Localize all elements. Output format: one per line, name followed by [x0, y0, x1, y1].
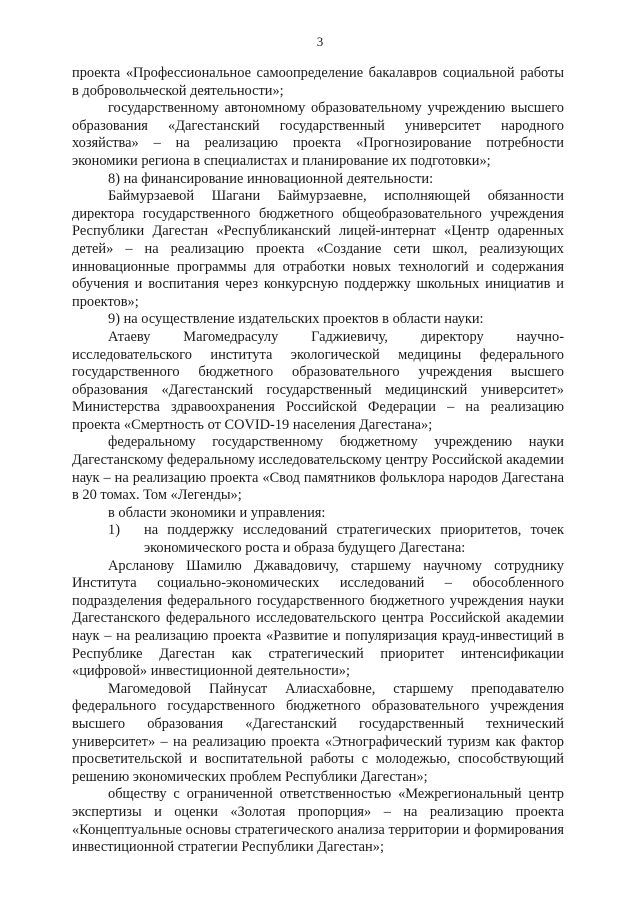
paragraph: обществу с ограниченной ответственностью «Межрегиональный центр экспертизы и оценки «Золотая пропорция» – на реализацию проекта «Концептуальные основы стратегического анализа территории и формирования инвестиционной стратегии Республики Дагестан»;	[72, 786, 564, 856]
item-number: 1)	[108, 522, 120, 539]
page-number: 3	[316, 34, 324, 49]
section-heading: в области экономики и управления:	[108, 504, 326, 521]
paragraph: Арсланову Шамилю Джавадовичу, старшему научному сотруднику Института социально-экономических исследований – обособленного подразделения федерального государственного бюджетного учреждения науки Дагестанского федерального исследовательского центра Российской академии наук – на реализацию проекта «Развитие и популяризация крауд-инвестиций в Республике Дагестан как стратегический приоритет интенсификации «цифровой» инвестиционной деятельности»;	[72, 557, 564, 680]
paragraph: на поддержку исследований стратегических приоритетов, точек экономического роста и образа будущего Дагестана:	[144, 522, 564, 557]
paragraph: Баймурзаевой Шагани Баймурзаевне, исполняющей обязанности директора государственного бюджетного общеобразовательного учреждения Республики Дагестан «Республиканский лицей-интернат «Центр одаренных детей» – на реализацию проекта «Создание сети школ, реализующих инновационные программы для отработки новых технологий и содержания обучения и воспитания через конкурсную поддержку школьных инициатив и проектов»;	[72, 188, 564, 310]
document-body	[72, 65, 564, 857]
paragraph: Атаеву Магомедрасулу Гаджиевичу, директору научно-исследовательского института экологической медицины федерального государственного бюджетного образовательного учреждения высшего образования «Дагестанский государственный медицинский университет» Министерства здравоохранения Российской Федерации – на реализацию проекта «Смертность от COVID-19 населения Дагестана»;	[72, 328, 564, 433]
paragraph: Магомедовой Пайнусат Алиасхабовне, старшему преподавателю федерального государственного бюджетного образовательного учреждения высшего образования «Дагестанский государственный технический университет» – на реализацию проекта «Этнографический туризм как фактор просветительской и воспитательной работы с молодежью, способствующий решению экономических проблем Республики Дагестан»;	[72, 680, 564, 785]
paragraph: федеральному государственному бюджетному учреждению науки Дагестанскому федеральному исследовательскому центру Российской академии наук – на реализацию проекта «Свод памятников фольклора народов Дагестана в 20 томах. Том «Легенды»;	[72, 434, 564, 504]
numbered-item	[72, 522, 564, 557]
list-item-heading: 9) на осуществление издательских проектов в области науки:	[108, 311, 484, 328]
paragraph: государственному автономному образовательному учреждению высшего образования «Дагестанский государственный университет народного хозяйства» – на реализацию проекта «Прогнозирование потребности экономики региона в специалистах и планирование их подготовки»;	[72, 100, 564, 169]
list-item-heading: 8) на финансирование инновационной деятельности:	[108, 170, 434, 187]
paragraph: проекта «Профессиональное самоопределение бакалавров социальной работы в добровольческой деятельности»;	[72, 65, 564, 99]
